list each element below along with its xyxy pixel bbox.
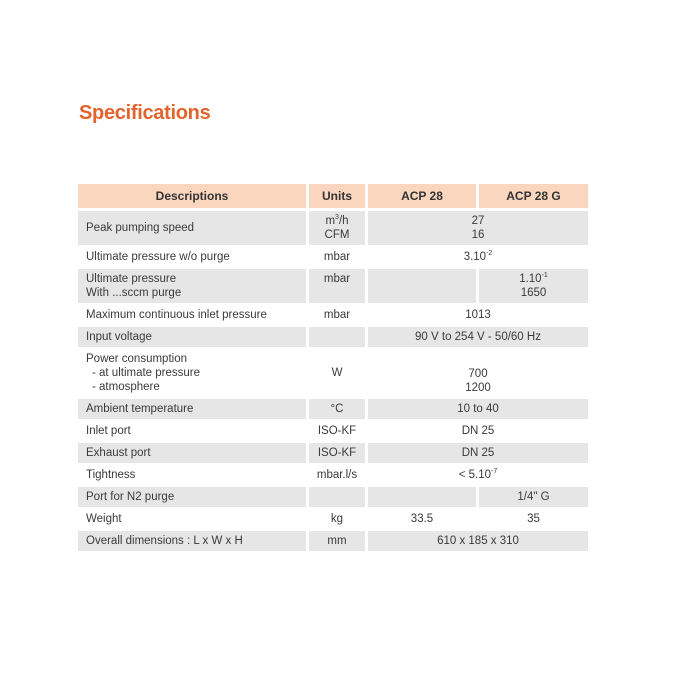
row-label: Exhaust port (78, 443, 306, 463)
row-value: DN 25 (368, 443, 588, 463)
row-unit: mbar (309, 305, 365, 325)
row-unit: ISO-KF (309, 421, 365, 441)
row-label: Power consumption - at ultimate pressure - atmosphere (78, 349, 306, 397)
row-unit (309, 487, 365, 507)
header-descriptions: Descriptions (78, 184, 306, 208)
row-unit: mbar.l/s (309, 465, 365, 485)
row-value-acp28g: $1.10^{-1}$ 1650 (479, 269, 588, 303)
specifications-table (78, 184, 588, 553)
row-label: Ultimate pressure w/o purge (78, 247, 306, 267)
row-value: 610 x 185 x 310 (368, 531, 588, 551)
table-row (78, 269, 588, 303)
row-unit: $m^3/h$ CFM (309, 211, 365, 245)
table-row (78, 247, 588, 267)
row-value: 700 1200 (368, 349, 588, 397)
page-title: Specifications (79, 102, 211, 124)
header-acp28: ACP 28 (368, 184, 476, 208)
row-label: Overall dimensions : L x W x H (78, 531, 306, 551)
row-value: < $5.10^{-7}$ (368, 465, 588, 485)
table-row (78, 465, 588, 485)
table-row (78, 487, 588, 507)
row-unit: mbar (309, 269, 365, 303)
row-unit: W (309, 349, 365, 397)
row-value: 10 to 40 (368, 399, 588, 419)
row-label: Peak pumping speed (78, 211, 306, 245)
row-value: 90 V to 254 V - 50/60 Hz (368, 327, 588, 347)
row-label: Maximum continuous inlet pressure (78, 305, 306, 325)
row-label: Inlet port (78, 421, 306, 441)
table-row (78, 421, 588, 441)
table-row (78, 327, 588, 347)
row-unit: °C (309, 399, 365, 419)
row-label: Ambient temperature (78, 399, 306, 419)
table-row (78, 531, 588, 551)
row-value: 1013 (368, 305, 588, 325)
table-row (78, 349, 588, 397)
header-units: Units (309, 184, 365, 208)
row-value-acp28g: 1/4" G (479, 487, 588, 507)
table-row (78, 211, 588, 245)
row-value: 27 16 (368, 211, 588, 245)
row-value-acp28g: 35 (479, 509, 588, 529)
row-value-acp28: 33.5 (368, 509, 476, 529)
row-label: Input voltage (78, 327, 306, 347)
row-value-acp28 (368, 269, 476, 303)
row-unit: mbar (309, 247, 365, 267)
row-unit: mm (309, 531, 365, 551)
row-label: Tightness (78, 465, 306, 485)
row-unit: ISO-KF (309, 443, 365, 463)
table-row (78, 399, 588, 419)
row-unit: kg (309, 509, 365, 529)
table-row (78, 443, 588, 463)
header-acp28g: ACP 28 G (479, 184, 588, 208)
row-label: Port for N2 purge (78, 487, 306, 507)
row-label: Weight (78, 509, 306, 529)
row-value: $3.10^{-2}$ (368, 247, 588, 267)
table-header (78, 184, 588, 208)
row-unit (309, 327, 365, 347)
row-value: DN 25 (368, 421, 588, 441)
table-row (78, 305, 588, 325)
row-value-acp28 (368, 487, 476, 507)
row-label: Ultimate pressure With ...sccm purge (78, 269, 306, 303)
table-row (78, 509, 588, 529)
